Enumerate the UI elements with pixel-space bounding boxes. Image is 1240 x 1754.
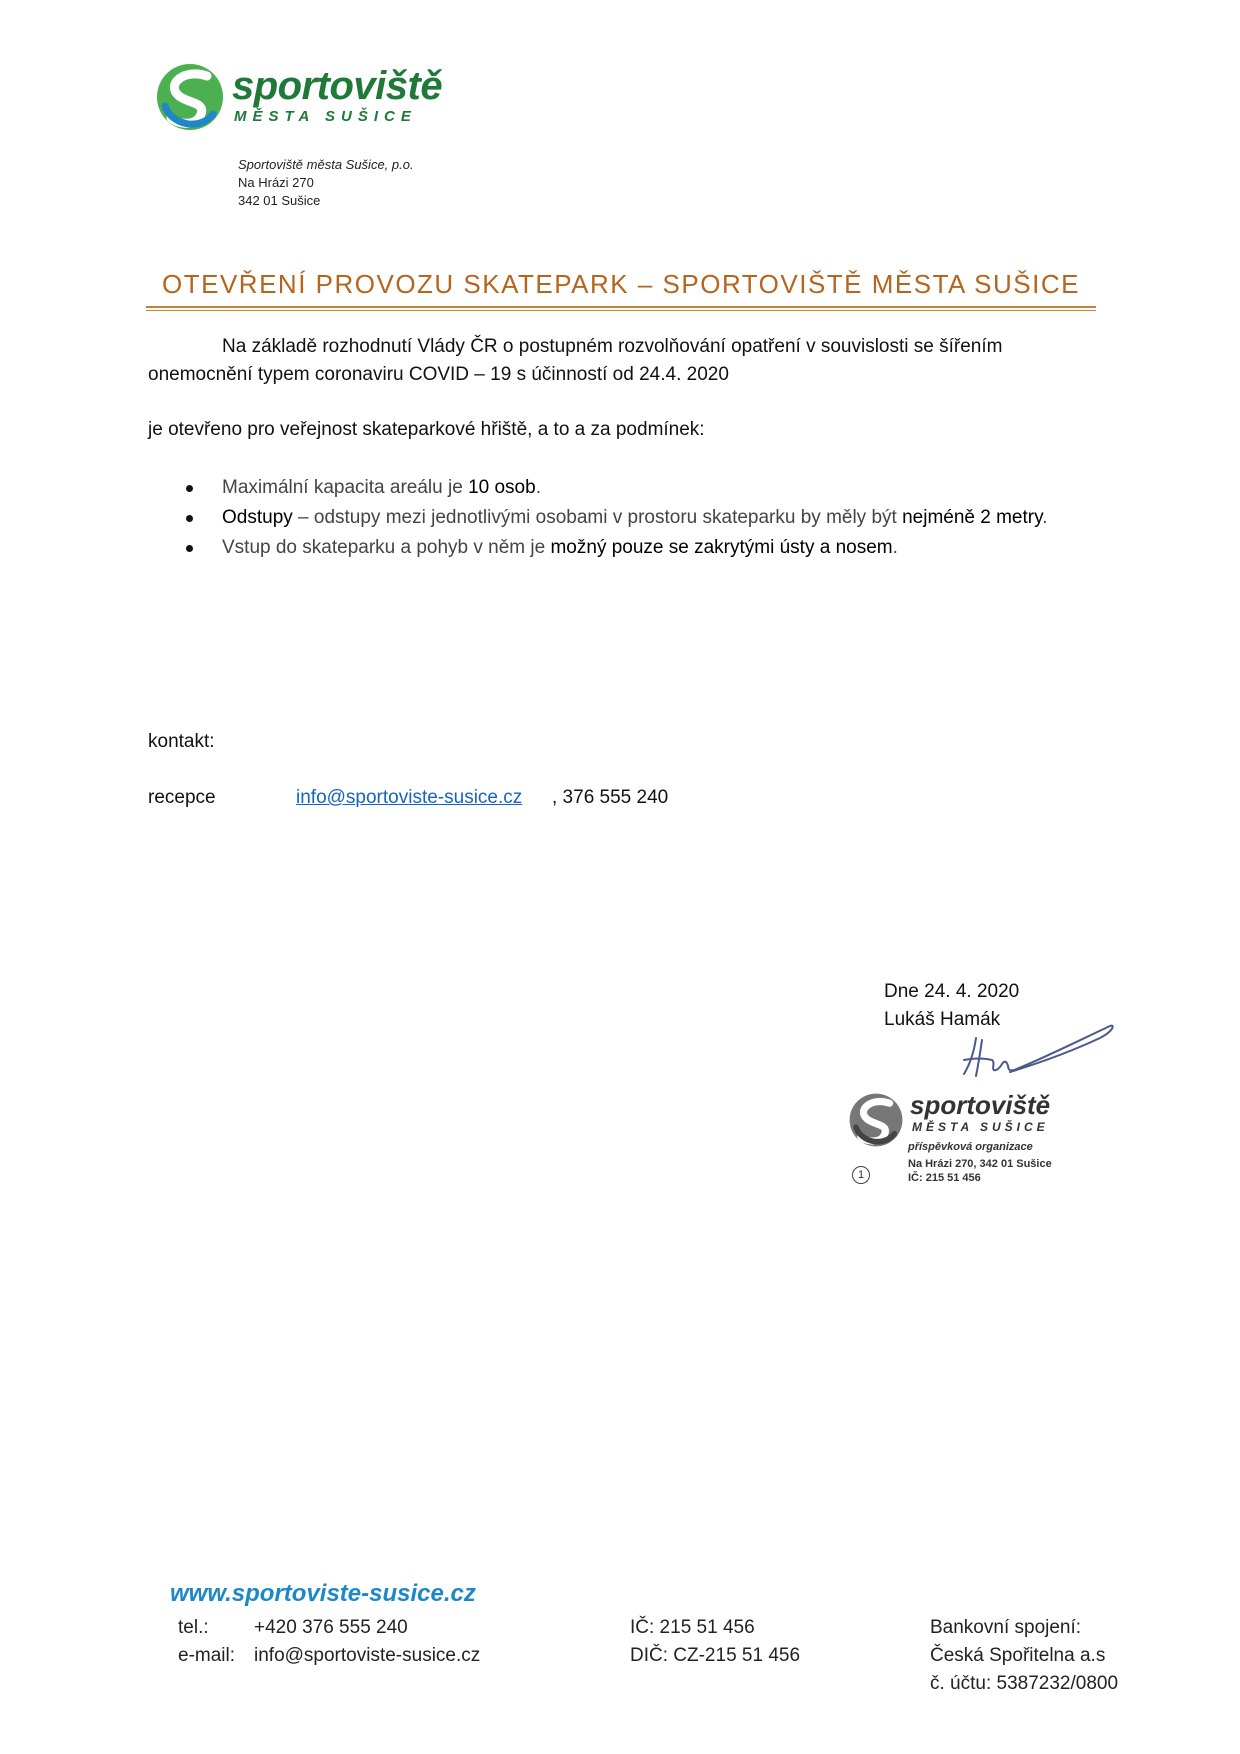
contact-email-link[interactable]: info@sportoviste-susice.cz [296,787,523,808]
bullet-text: Vstup do skateparku a pohyb v něm je [222,537,551,558]
list-item [182,474,1082,502]
bullet-text-end: . [1042,507,1048,528]
sender-address-line-2: Na Hrázi 270 [238,175,314,190]
sender-address-line-1: Sportoviště města Sušice, p.o. [238,157,414,172]
intro-paragraph: Na základě rozhodnutí Vlády ČR o postupném rozvolňování opatření v souvislosti se šířením onemocnění typem coronaviru COVID – 19 s účinností od 24.4. 2020 [148,336,1003,385]
stamp-ic: IČ: 215 51 456 [908,1172,981,1184]
stamp-subtitle: MĚSTA SUŠICE [912,1120,1049,1134]
document-title: OTEVŘENÍ PROVOZU SKATEPARK – SPORTOVIŠTĚ MĚSTA SUŠICE [162,269,1080,299]
bullet-emphasis: možný pouze se zakrytými ústy a nosem [550,537,893,558]
conditions-lead: je otevřeno pro veřejnost skateparkové hřiště, a to a za podmínek: [148,419,705,440]
stamp-address: Na Hrázi 270, 342 01 Sušice [908,1158,1052,1170]
handwritten-signature [940,1020,1120,1090]
footer-tel-value: +420 376 555 240 [254,1617,408,1638]
footer-account: č. účtu: 5387232/0800 [930,1673,1119,1694]
footer-ic: IČ: 215 51 456 [630,1617,755,1638]
sportoviste-logo-icon [155,62,225,132]
bullet-emphasis: 10 osob [468,477,536,498]
sender-address-line-3: 342 01 Sušice [238,193,321,208]
stamp-org-type: příspěvková organizace [908,1141,1033,1153]
bullet-icon [186,545,193,552]
signer-name: Lukáš Hamák [884,1009,1001,1030]
bullet-text-end: . [892,537,898,558]
title-divider [146,306,1096,308]
bullet-icon [186,515,193,522]
list-item [182,534,1082,562]
bullet-text: Maximální kapacita areálu je [222,477,469,498]
stamp-wordmark: sportoviště [910,1090,1051,1120]
footer-tel-label: tel.: [178,1617,209,1638]
footer-bank-name: Česká Spořitelna a.s [930,1645,1106,1666]
recepce-label: recepce [148,787,216,808]
contact-phone: , 376 555 240 [552,787,669,808]
bullet-text: – odstupy mezi jednotlivými osobami v prostoru skateparku by měly být [292,507,903,528]
letter-date: Dne 24. 4. 2020 [884,981,1020,1002]
contact-label: kontakt: [148,731,215,752]
footer-bank-label: Bankovní spojení: [930,1617,1082,1638]
footer-email-label: e-mail: [178,1645,236,1666]
footer-dic: DIČ: CZ-215 51 456 [630,1645,801,1666]
logo-subtitle: MĚSTA SUŠICE [234,108,417,125]
footer-website[interactable]: www.sportoviste-susice.cz [170,1580,476,1607]
footer-email-value: info@sportoviste-susice.cz [254,1645,481,1666]
title-divider-thin [146,310,1096,311]
stamp-number: 1 [852,1166,870,1184]
conditions-list [182,474,1082,564]
list-item [182,504,1082,532]
bullet-emphasis: nejméně 2 metry [902,507,1043,528]
logo-wordmark: sportoviště [232,64,443,108]
stamp-logo-icon [848,1092,904,1148]
bullet-lead: Odstupy [222,507,293,528]
bullet-icon [186,485,193,492]
bullet-text-end: . [535,477,541,498]
